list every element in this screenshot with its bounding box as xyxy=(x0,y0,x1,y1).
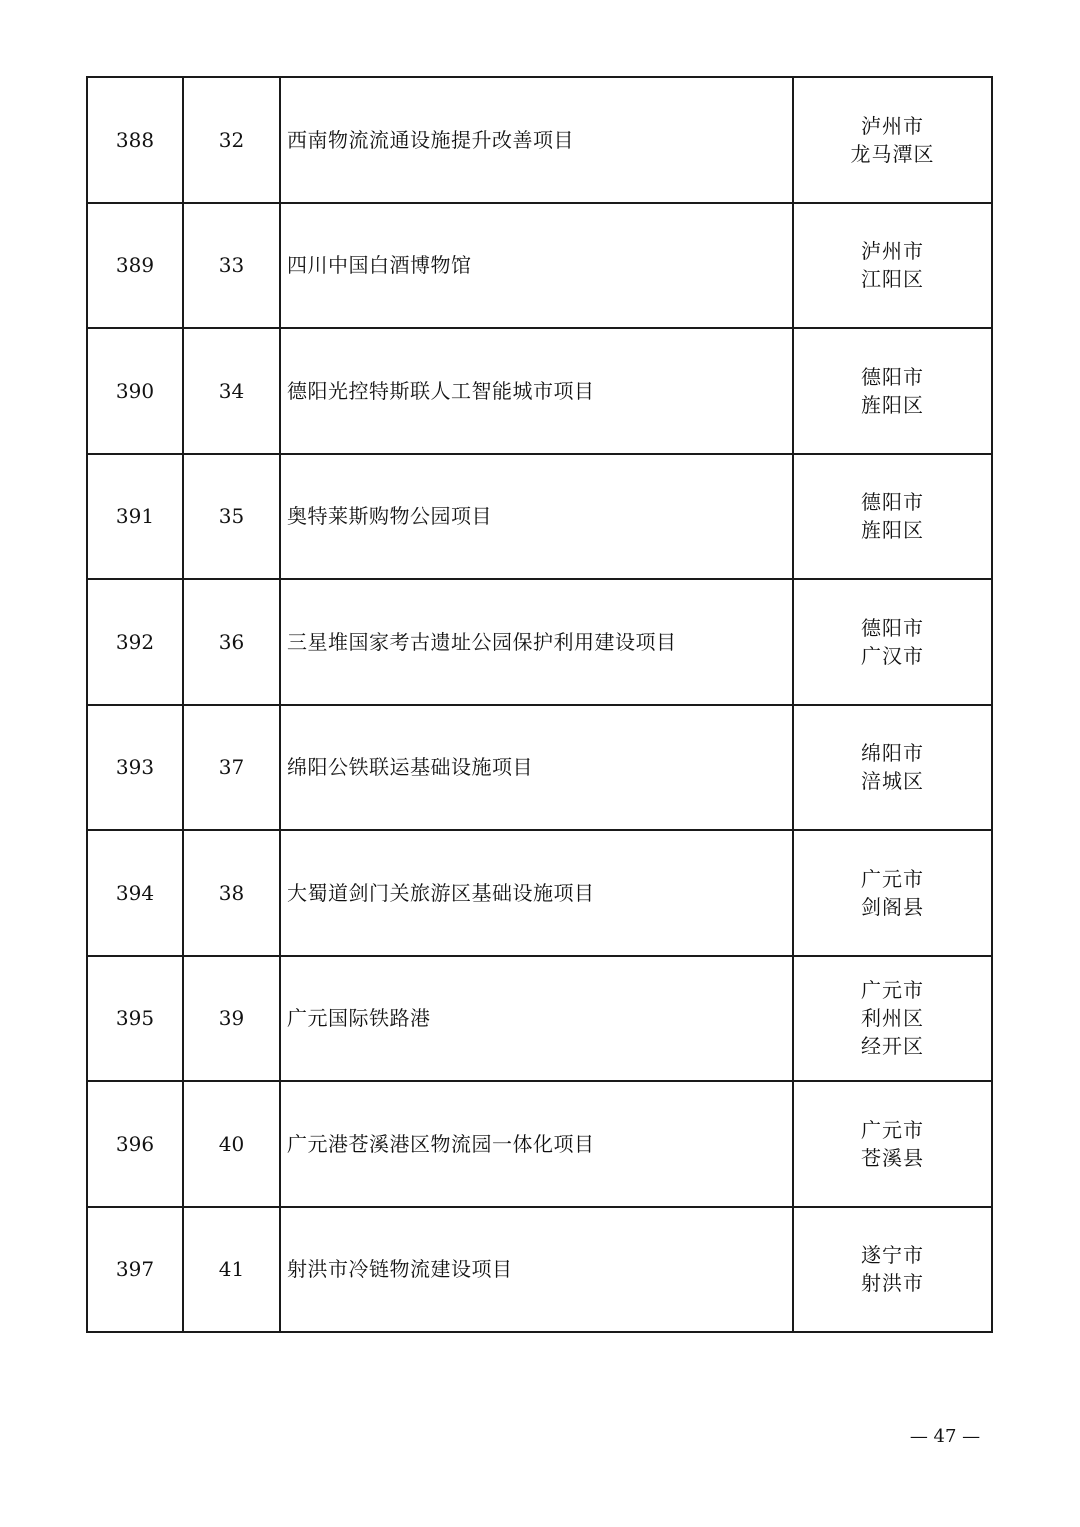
project-table xyxy=(86,76,993,1333)
project-name: 广元国际铁路港 xyxy=(280,956,793,1082)
project-name: 大蜀道剑门关旅游区基础设施项目 xyxy=(280,830,793,956)
project-location xyxy=(793,328,992,454)
sub-number: 41 xyxy=(183,1207,280,1333)
location-line: 广元市 xyxy=(861,866,924,891)
row-number: 395 xyxy=(87,956,183,1082)
project-location xyxy=(793,1207,992,1333)
sub-number: 36 xyxy=(183,579,280,705)
location-line: 广元市 xyxy=(861,978,924,1003)
row-number: 392 xyxy=(87,579,183,705)
location-line: 广元市 xyxy=(861,1117,924,1142)
sub-number: 37 xyxy=(183,705,280,831)
row-number: 391 xyxy=(87,454,183,580)
project-location xyxy=(793,956,992,1082)
location-line: 德阳市 xyxy=(861,364,924,389)
location-line: 德阳市 xyxy=(861,615,924,640)
location-line: 绵阳市 xyxy=(861,741,924,766)
location-line: 德阳市 xyxy=(861,490,924,515)
project-location xyxy=(793,1081,992,1207)
table-row xyxy=(87,705,992,831)
row-number: 388 xyxy=(87,77,183,203)
project-name: 三星堆国家考古遗址公园保护利用建设项目 xyxy=(280,579,793,705)
location-line: 旌阳区 xyxy=(861,392,924,417)
project-name: 奥特莱斯购物公园项目 xyxy=(280,454,793,580)
table-row xyxy=(87,1207,992,1333)
project-location xyxy=(793,830,992,956)
location-line: 广汉市 xyxy=(861,643,924,668)
table-row xyxy=(87,77,992,203)
location-line: 涪城区 xyxy=(861,769,924,794)
project-name: 绵阳公铁联运基础设施项目 xyxy=(280,705,793,831)
table-row xyxy=(87,328,992,454)
location-line: 江阳区 xyxy=(861,267,924,292)
location-line: 利州区 xyxy=(861,1006,924,1031)
location-line: 苍溪县 xyxy=(861,1145,924,1170)
project-location xyxy=(793,579,992,705)
location-line: 龙马潭区 xyxy=(850,141,935,166)
table-row xyxy=(87,579,992,705)
location-line: 旌阳区 xyxy=(861,518,924,543)
sub-number: 39 xyxy=(183,956,280,1082)
row-number: 394 xyxy=(87,830,183,956)
table-row xyxy=(87,203,992,329)
project-location xyxy=(793,77,992,203)
sub-number: 35 xyxy=(183,454,280,580)
project-name: 广元港苍溪港区物流园一体化项目 xyxy=(280,1081,793,1207)
row-number: 397 xyxy=(87,1207,183,1333)
sub-number: 32 xyxy=(183,77,280,203)
table-row xyxy=(87,454,992,580)
table-body xyxy=(87,77,992,1332)
location-line: 剑阁县 xyxy=(861,894,924,919)
sub-number: 34 xyxy=(183,328,280,454)
project-location xyxy=(793,705,992,831)
sub-number: 33 xyxy=(183,203,280,329)
table-row xyxy=(87,956,992,1082)
row-number: 389 xyxy=(87,203,183,329)
project-name: 射洪市冷链物流建设项目 xyxy=(280,1207,793,1333)
row-number: 393 xyxy=(87,705,183,831)
sub-number: 40 xyxy=(183,1081,280,1207)
project-name: 德阳光控特斯联人工智能城市项目 xyxy=(280,328,793,454)
project-name: 四川中国白酒博物馆 xyxy=(280,203,793,329)
location-line: 经开区 xyxy=(861,1034,924,1059)
table-row xyxy=(87,1081,992,1207)
table-row xyxy=(87,830,992,956)
location-line: 泸州市 xyxy=(861,239,924,264)
project-location xyxy=(793,203,992,329)
location-line: 射洪市 xyxy=(861,1271,924,1296)
row-number: 390 xyxy=(87,328,183,454)
sub-number: 38 xyxy=(183,830,280,956)
project-location xyxy=(793,454,992,580)
project-name: 西南物流流通设施提升改善项目 xyxy=(280,77,793,203)
row-number: 396 xyxy=(87,1081,183,1207)
location-line: 泸州市 xyxy=(861,113,924,138)
location-line: 遂宁市 xyxy=(861,1243,924,1268)
page-number: — 47 — xyxy=(909,1426,981,1447)
